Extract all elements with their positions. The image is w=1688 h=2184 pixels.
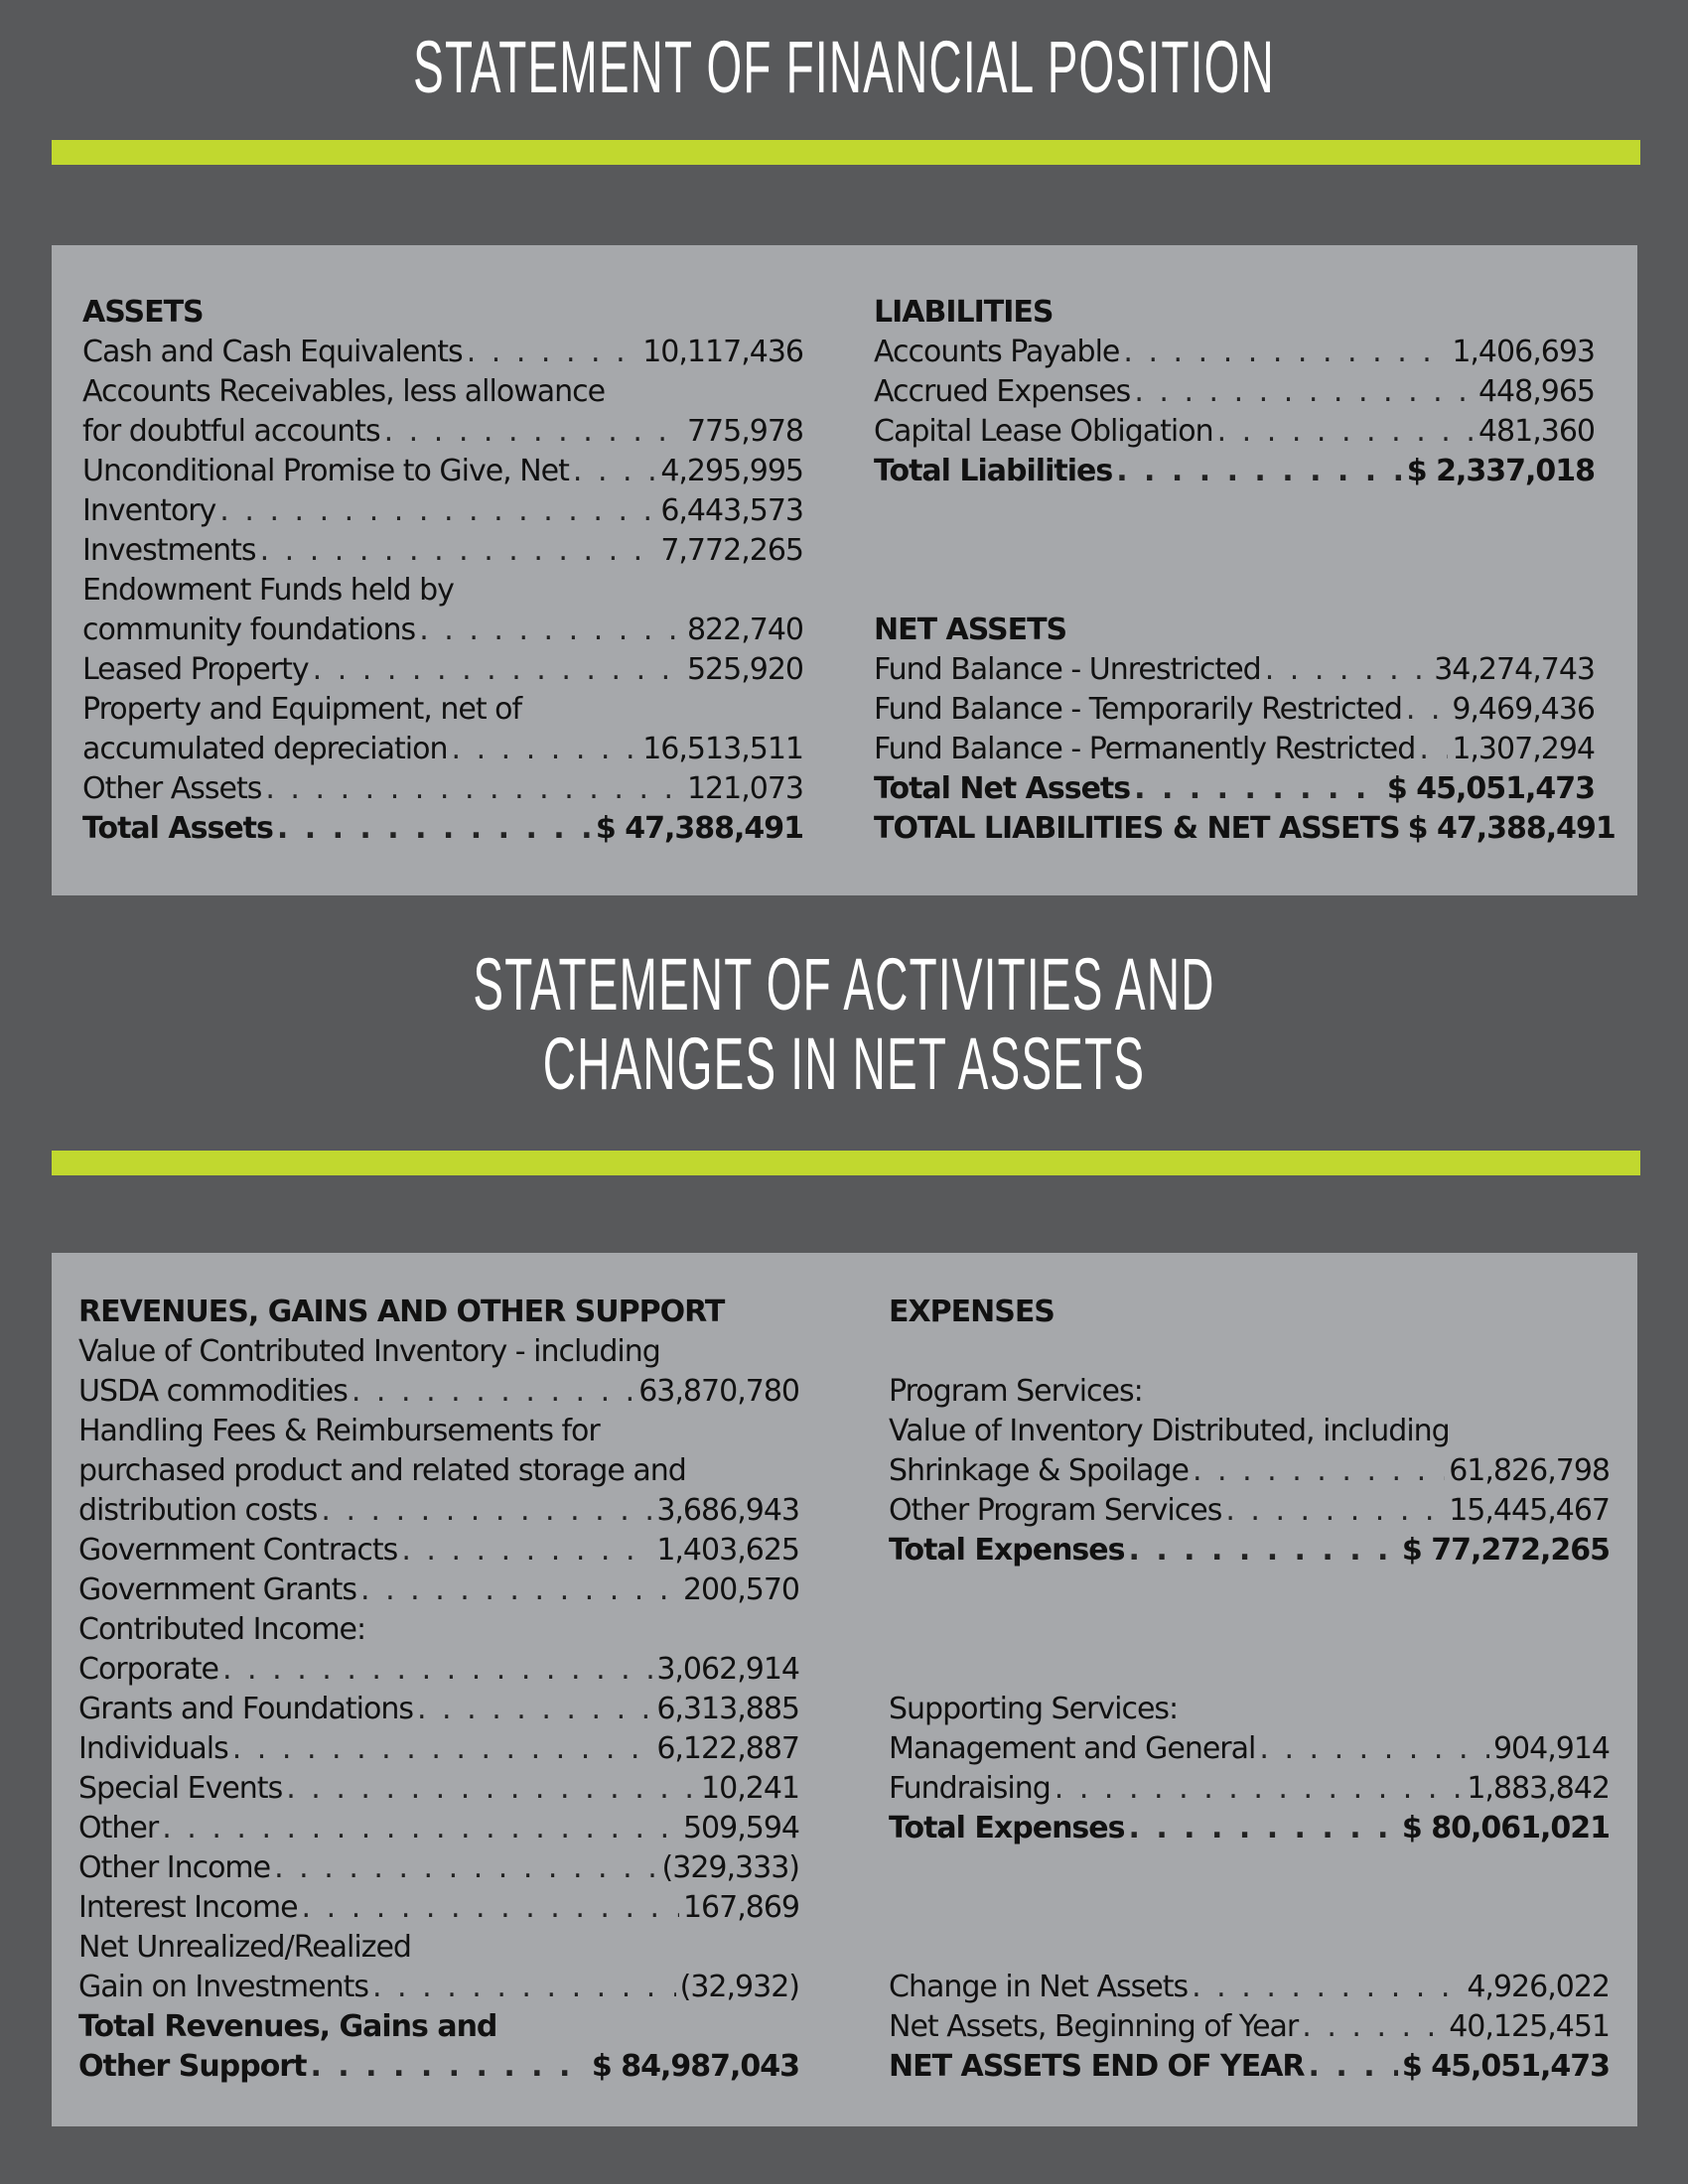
- liabilities-heading: LIABILITIES: [874, 295, 1054, 330]
- total-revenues-row: Other Support . . . $ 84,987,043: [78, 2047, 799, 2087]
- line-item-text: Endowment Funds held by: [82, 573, 454, 608]
- line-item: Shrinkage & Spoilage . . . 61,826,798: [889, 1451, 1610, 1491]
- total-expenses-row: Total Expenses . . . $ 77,272,265: [889, 1531, 1610, 1570]
- line-item: distribution costs . . . 3,686,943: [78, 1491, 799, 1531]
- line-item: Other . . . 509,594: [78, 1809, 799, 1848]
- line-item: Other Assets . . . 121,073: [82, 769, 803, 809]
- line-item-text: Value of Contributed Inventory - including: [78, 1334, 660, 1369]
- expenses-column: [889, 1293, 1610, 2087]
- title-underline: [52, 140, 1640, 165]
- assets-column: [82, 293, 803, 849]
- line-item: Fundraising . . . 1,883,842: [889, 1769, 1610, 1809]
- line-item: Interest Income . . . 167,869: [78, 1888, 799, 1928]
- subheading: Supporting Services:: [889, 1692, 1179, 1726]
- line-item-text: Net Unrealized/Realized: [78, 1930, 411, 1965]
- line-item: Gain on Investments . . . (32,932): [78, 1968, 799, 2007]
- line-item-text: Property and Equipment, net of: [82, 692, 522, 727]
- line-item: Fund Balance - Temporarily Restricted . . . 9,469,436: [874, 690, 1595, 730]
- line-item: Fund Balance - Unrestricted . . . 34,274,743: [874, 650, 1595, 690]
- line-item-text: Accounts Receivables, less allowance: [82, 374, 606, 409]
- line-item: for doubtful accounts . . . 775,978: [82, 412, 803, 452]
- line-item: Accounts Payable . . . 1,406,693: [874, 333, 1595, 372]
- line-item: USDA commodities . . . 63,870,780: [78, 1372, 799, 1412]
- line-item: Fund Balance - Permanently Restricted . . . 1,307,294: [874, 730, 1595, 769]
- total-liabilities-net-assets-row: TOTAL LIABILITIES & NET ASSETS $ 47,388,491: [874, 811, 1616, 846]
- line-item: Corporate . . . 3,062,914: [78, 1650, 799, 1690]
- total-revenues-text: Total Revenues, Gains and: [78, 2009, 497, 2044]
- line-item: Leased Property . . . 525,920: [82, 650, 803, 690]
- total-assets-row: Total Assets . . . $ 47,388,491: [82, 809, 803, 849]
- total-net-assets-row: Total Net Assets . . . $ 45,051,473: [874, 769, 1595, 809]
- line-item: Other Income . . . (329,333): [78, 1848, 799, 1888]
- line-item: Capital Lease Obligation . . . 481,360: [874, 412, 1595, 452]
- line-item: Accrued Expenses . . . 448,965: [874, 372, 1595, 412]
- expenses-heading: EXPENSES: [889, 1295, 1055, 1329]
- line-item: Other Program Services . . . 15,445,467: [889, 1491, 1610, 1531]
- activities-panel: [52, 1253, 1637, 2126]
- line-item: Government Contracts . . . 1,403,625: [78, 1531, 799, 1570]
- financial-position-title: STATEMENT OF FINANCIAL POSITION: [413, 26, 1275, 108]
- line-item: Government Grants . . . 200,570: [78, 1570, 799, 1610]
- line-item: Net Assets, Beginning of Year . . . 40,125,451: [889, 2007, 1610, 2047]
- total-expenses-row: Total Expenses . . . $ 80,061,021: [889, 1809, 1610, 1848]
- revenues-heading: REVENUES, GAINS AND OTHER SUPPORT: [78, 1295, 725, 1329]
- financial-position-panel: [52, 245, 1637, 895]
- line-item: community foundations . . . 822,740: [82, 611, 803, 650]
- line-item-text: Value of Inventory Distributed, including: [889, 1414, 1450, 1448]
- line-item-text: purchased product and related storage and: [78, 1453, 686, 1488]
- net-assets-end-row: NET ASSETS END OF YEAR . . . $ 45,051,473: [889, 2047, 1610, 2087]
- line-item: Individuals . . . 6,122,887: [78, 1729, 799, 1769]
- line-item-text: Handling Fees & Reimbursements for: [78, 1414, 600, 1448]
- activities-title: STATEMENT OF ACTIVITIES AND CHANGES IN NET ASSETS: [473, 943, 1215, 1105]
- total-liabilities-row: Total Liabilities . . . $ 2,337,018: [874, 452, 1595, 491]
- line-item: Investments . . . 7,772,265: [82, 531, 803, 571]
- line-item: Management and General . . . 904,914: [889, 1729, 1610, 1769]
- line-item: Cash and Cash Equivalents . . . 10,117,436: [82, 333, 803, 372]
- line-item: accumulated depreciation . . . 16,513,511: [82, 730, 803, 769]
- line-item: Change in Net Assets . . . 4,926,022: [889, 1968, 1610, 2007]
- liabilities-column: [874, 293, 1616, 849]
- title-underline: [52, 1151, 1640, 1175]
- line-item: Special Events . . . 10,241: [78, 1769, 799, 1809]
- line-item: Unconditional Promise to Give, Net . . . 4,295,995: [82, 452, 803, 491]
- revenues-column: [78, 1293, 799, 2087]
- line-item: Grants and Foundations . . . 6,313,885: [78, 1690, 799, 1729]
- subheading: Contributed Income:: [78, 1612, 366, 1647]
- line-item: Inventory . . . 6,443,573: [82, 491, 803, 531]
- assets-heading: ASSETS: [82, 295, 204, 330]
- subheading: Program Services:: [889, 1374, 1143, 1409]
- net-assets-heading: NET ASSETS: [874, 613, 1067, 647]
